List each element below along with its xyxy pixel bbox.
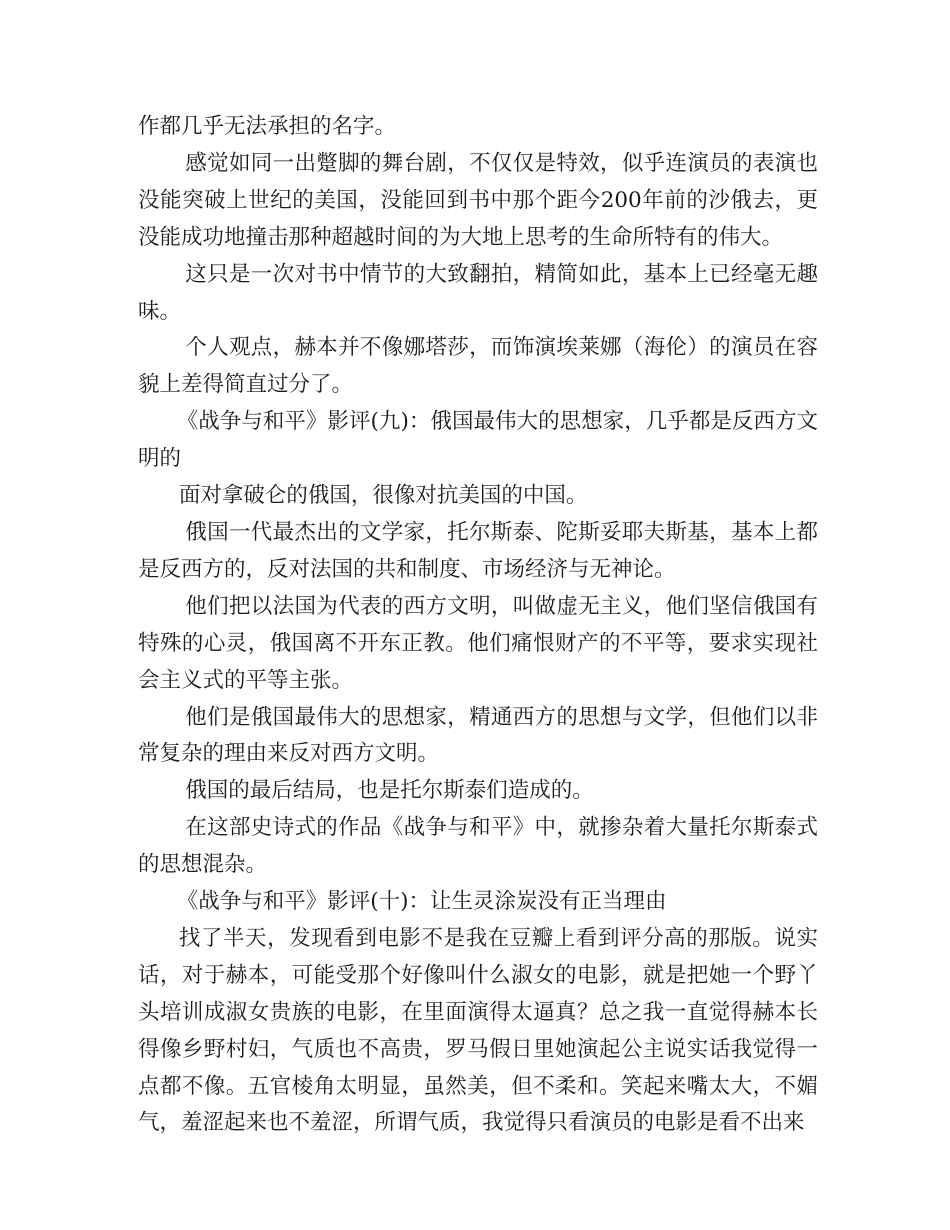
paragraph-2: 感觉如同一出蹩脚的舞台剧，不仅仅是特效，似乎连演员的表演也没能突破上世纪的美国，没能回到书中那个距今200年前的沙俄去，更没能成功地撞击那种超越时间的为大地上思考的生命所特有的伟大。 <box>138 150 818 250</box>
paragraph-9: 俄国的最后结局，也是托尔斯泰们造成的。 <box>185 778 594 804</box>
paragraph-3: 这只是一次对书中情节的大致翻拍，精简如此，基本上已经毫无趣味。 <box>138 261 818 324</box>
paragraph-1: 作都几乎无法承担的名字。 <box>138 114 397 139</box>
paragraph-5: 面对拿破仑的俄国，很像对抗美国的中国。 <box>178 483 588 509</box>
paragraph-7: 他们把以法国为代表的西方文明，叫做虚无主义，他们坚信俄国有特殊的心灵，俄国离不开东正教。他们痛恨财产的不平等，要求实现社会主义式的平等主张。 <box>138 593 818 693</box>
document-body <box>138 109 818 1142</box>
paragraph-6: 俄国一代最杰出的文学家，托尔斯泰、陀斯妥耶夫斯基，基本上都是反西方的，反对法国的共和制度、市场经济与无神论。 <box>138 519 818 582</box>
review-heading-10: 《战争与和平》影评(十)：让生灵涂炭没有正当理由 <box>176 889 667 915</box>
paragraph-4: 个人观点，赫本并不像娜塔莎，而饰演埃莱娜（海伦）的演员在容貌上差得简直过分了。 <box>138 335 818 398</box>
paragraph-10: 在这部史诗式的作品《战争与和平》中，就掺杂着大量托尔斯泰式的思想混杂。 <box>138 815 818 878</box>
paragraph-8: 他们是俄国最伟大的思想家，精通西方的思想与文学，但他们以非常复杂的理由来反对西方文明。 <box>138 704 818 767</box>
paragraph-11: 找了半天，发现看到电影不是我在豆瓣上看到评分高的那版。说实话，对于赫本，可能受那个好像叫什么淑女的电影，就是把她一个野丫头培训成淑女贵族的电影，在里面演得太逼真？总之我一直觉得赫本长得像乡野村妇，气质也不高贵，罗马假日里她演起公主说实话我觉得一点都不像。五官棱角太明显，虽然美，但不柔和。笑起来嘴太大，不媚气，羞涩起来也不羞涩，所谓气质，我觉得只看演员的电影是看不出来 <box>138 925 818 1136</box>
review-heading-9: 《战争与和平》影评(九)：俄国最伟大的思想家，几乎都是反西方文明的 <box>138 409 818 472</box>
